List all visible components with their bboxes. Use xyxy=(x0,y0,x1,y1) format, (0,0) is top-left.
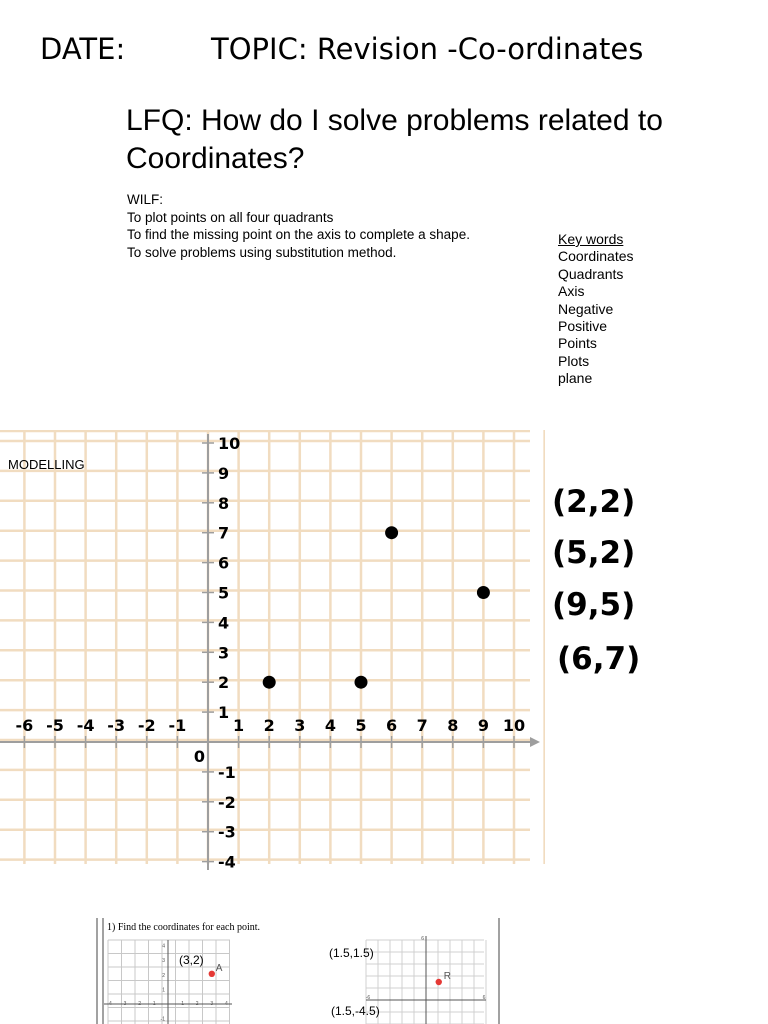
y-tick-label: 2 xyxy=(162,972,165,979)
point-label: R xyxy=(443,971,451,982)
x-tick-label: 10 xyxy=(502,716,526,735)
x-tick-label: 3 xyxy=(210,1001,214,1007)
y-tick-label: 1 xyxy=(162,987,165,994)
answer-label: (1.5,1.5) xyxy=(329,946,374,960)
x-tick-label: -3 xyxy=(107,716,126,735)
x-tick-label: -6 xyxy=(365,995,371,1001)
answer-label: (3,2) xyxy=(179,953,204,967)
x-tick-label: -4 xyxy=(76,716,95,735)
x-tick-label: 3 xyxy=(294,716,306,735)
origin-label: 0 xyxy=(193,747,205,766)
y-tick-label: 10 xyxy=(218,434,241,453)
key-word: Quadrants xyxy=(558,265,624,282)
y-tick-label: -1 xyxy=(160,1016,165,1023)
x-tick-label: 6 xyxy=(386,716,398,735)
key-word: Negative xyxy=(558,300,614,317)
key-word: Plots xyxy=(558,352,590,369)
wilf-block xyxy=(127,191,470,261)
worksheet-left-plot xyxy=(104,940,232,1024)
x-tick-label: -3 xyxy=(121,1001,127,1007)
x-tick-label: 2 xyxy=(263,716,275,735)
x-tick-label: 5 xyxy=(355,716,367,735)
x-tick-label: 9 xyxy=(477,716,489,735)
x-tick-label: 1 xyxy=(181,1001,184,1007)
y-tick-label: -1 xyxy=(218,762,236,782)
x-tick-label: 1 xyxy=(233,716,245,735)
x-tick-label: -2 xyxy=(137,716,156,735)
worksheet-exercise xyxy=(0,900,768,1024)
coordinate-label: (2,2) xyxy=(552,484,636,520)
data-point xyxy=(263,676,276,689)
y-tick-label: 5 xyxy=(218,583,230,603)
key-words-list xyxy=(558,231,634,388)
coordinate-label: (6,7) xyxy=(557,641,641,677)
x-tick-label: 4 xyxy=(324,716,336,735)
wilf-title: WILF: xyxy=(127,192,163,207)
y-tick-label: 3 xyxy=(162,958,165,965)
topic-title: TOPIC: Revision -Co-ordinates xyxy=(211,32,644,66)
x-tick-label: -6 xyxy=(15,716,34,735)
coordinate-grid xyxy=(0,430,545,870)
key-word: Positive xyxy=(558,318,608,335)
date-label: DATE: xyxy=(40,32,126,66)
key-word: plane xyxy=(558,370,593,387)
y-tick-label: 6 xyxy=(218,553,230,573)
worksheet-question: 1) Find the coordinates for each point. xyxy=(107,922,261,933)
y-tick-label: 6 xyxy=(421,936,424,942)
wilf-item: To solve problems using substitution method. xyxy=(127,244,397,260)
y-tick-label: -2 xyxy=(218,792,236,812)
x-tick-label: 4 xyxy=(225,1001,228,1007)
point-label: A xyxy=(215,962,223,974)
wilf-item: To plot points on all four quadrants xyxy=(127,209,334,225)
x-tick-label: 7 xyxy=(416,716,428,735)
y-tick-label: -3 xyxy=(218,822,236,842)
key-word: Coordinates xyxy=(558,248,634,265)
x-tick-label: 6 xyxy=(482,995,486,1001)
x-tick-label: 2 xyxy=(195,1001,199,1007)
y-tick-label: -4 xyxy=(218,852,236,870)
y-tick-label: 4 xyxy=(162,943,165,950)
data-point xyxy=(477,586,490,599)
key-word: Points xyxy=(558,335,597,352)
data-point xyxy=(355,676,368,689)
x-tick-label: -1 xyxy=(151,1001,156,1007)
coordinate-label: (5,2) xyxy=(552,535,636,571)
y-tick-label: 9 xyxy=(218,463,230,483)
x-tick-label: -2 xyxy=(136,1001,142,1007)
answer-label: (1.5,-4.5) xyxy=(331,1004,380,1018)
y-tick-label: 2 xyxy=(218,673,230,693)
x-tick-label: -5 xyxy=(46,716,64,735)
x-tick-label: 8 xyxy=(447,716,459,735)
y-tick-label: 7 xyxy=(218,523,230,543)
x-tick-label: -4 xyxy=(107,1001,112,1007)
y-tick-label: 3 xyxy=(218,643,230,663)
key-word: Axis xyxy=(558,283,585,300)
coordinate-label: (9,5) xyxy=(552,587,636,623)
wilf-item: To find the missing point on the axis to complete a shape. xyxy=(127,227,470,242)
x-tick-label: -1 xyxy=(168,716,187,735)
key-words-title: Key words xyxy=(558,231,624,247)
y-tick-label: 4 xyxy=(218,613,230,633)
point-a xyxy=(209,971,215,977)
point-r xyxy=(436,979,442,985)
lfq-question: LFQ: How do I solve problems related to Coordinates? xyxy=(126,104,663,175)
y-tick-label: 1 xyxy=(218,703,230,723)
y-tick-label: 8 xyxy=(218,493,230,513)
worksheet-right-plot xyxy=(329,936,486,1024)
x-axis-arrow xyxy=(530,737,540,747)
modelling-label: MODELLING xyxy=(8,457,85,472)
data-point xyxy=(385,526,398,539)
